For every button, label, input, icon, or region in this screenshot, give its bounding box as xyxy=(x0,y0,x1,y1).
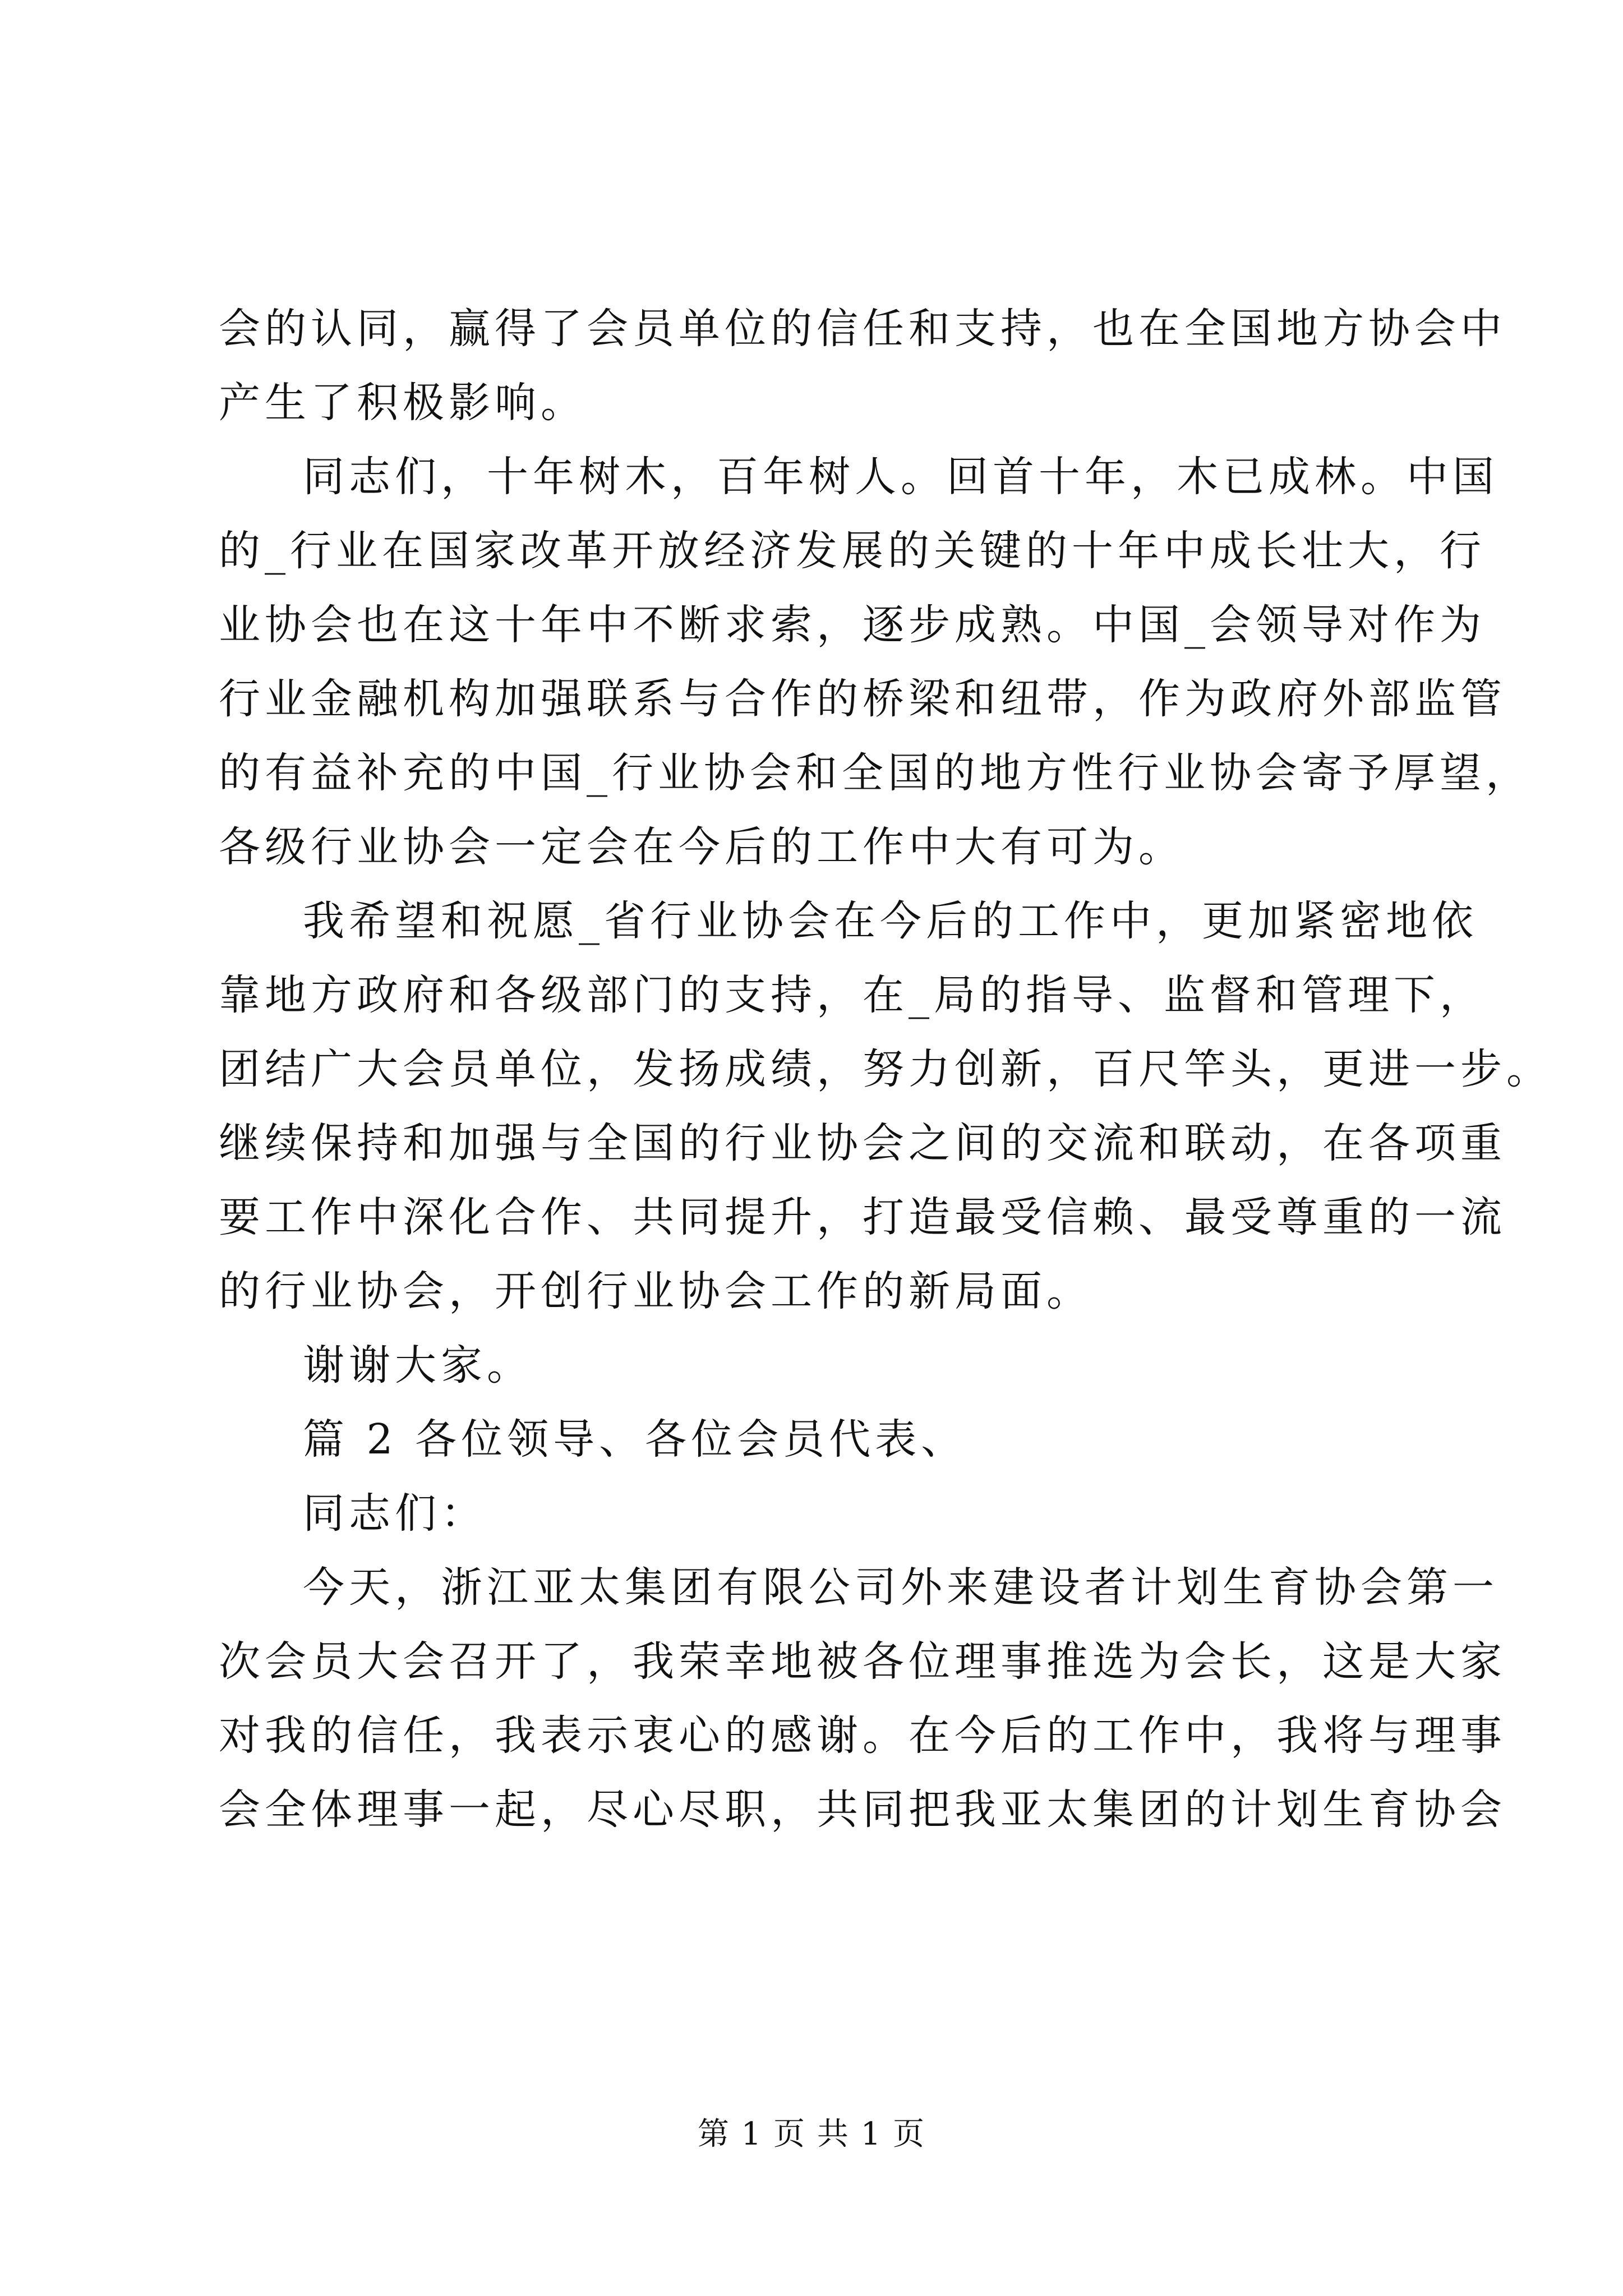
text-line: 继续保持和加强与全国的行业协会之间的交流和联动，在各项重 xyxy=(219,1119,1506,1167)
text-line: 产生了积极影响。 xyxy=(219,379,587,427)
document-body xyxy=(219,292,1552,1847)
text-line: 各级行业协会一定会在今后的工作中大有可为。 xyxy=(219,823,1184,871)
text-line: 靠地方政府和各级部门的支持，在_局的指导、监督和管理下， xyxy=(219,971,1486,1019)
text-line: 同志们： xyxy=(303,1489,487,1538)
text-line: 对我的信任，我表示衷心的感谢。在今后的工作中，我将与理事 xyxy=(219,1711,1506,1760)
text-line: 业协会也在这十年中不断求索，逐步成熟。中国_会领导对作为 xyxy=(219,601,1486,649)
text-line: 的有益补充的中国_行业协会和全国的地方性行业协会寄予厚望， xyxy=(219,749,1532,797)
text-line: 行业金融机构加强联系与合作的桥梁和纽带，作为政府外部监管 xyxy=(219,675,1506,723)
text-line: 的行业协会，开创行业协会工作的新局面。 xyxy=(219,1267,1092,1315)
text-line: 团结广大会员单位，发扬成绩，努力创新，百尺竿头，更进一步。 xyxy=(219,1045,1552,1093)
page-footer: 第 1 页 共 1 页 xyxy=(697,2116,926,2152)
text-line: 篇 2 各位领导、各位会员代表、 xyxy=(303,1415,967,1464)
text-line: 会全体理事一起，尽心尽职，共同把我亚太集团的计划生育协会 xyxy=(219,1786,1506,1834)
text-line: 要工作中深化合作、共同提升，打造最受信赖、最受尊重的一流 xyxy=(219,1193,1506,1241)
text-line: 的_行业在国家改革开放经济发展的关键的十年中成长壮大，行 xyxy=(219,527,1486,575)
text-line: 同志们，十年树木，百年树人。回首十年，木已成林。中国 xyxy=(303,453,1498,501)
text-line: 谢谢大家。 xyxy=(303,1341,533,1389)
text-line: 我希望和祝愿_省行业协会在今后的工作中，更加紧密地依 xyxy=(303,897,1478,945)
text-line: 次会员大会召开了，我荣幸地被各位理事推选为会长，这是大家 xyxy=(219,1637,1506,1686)
text-line: 今天，浙江亚太集团有限公司外来建设者计划生育协会第一 xyxy=(303,1563,1498,1612)
text-line: 会的认同，赢得了会员单位的信任和支持，也在全国地方协会中 xyxy=(219,305,1506,353)
